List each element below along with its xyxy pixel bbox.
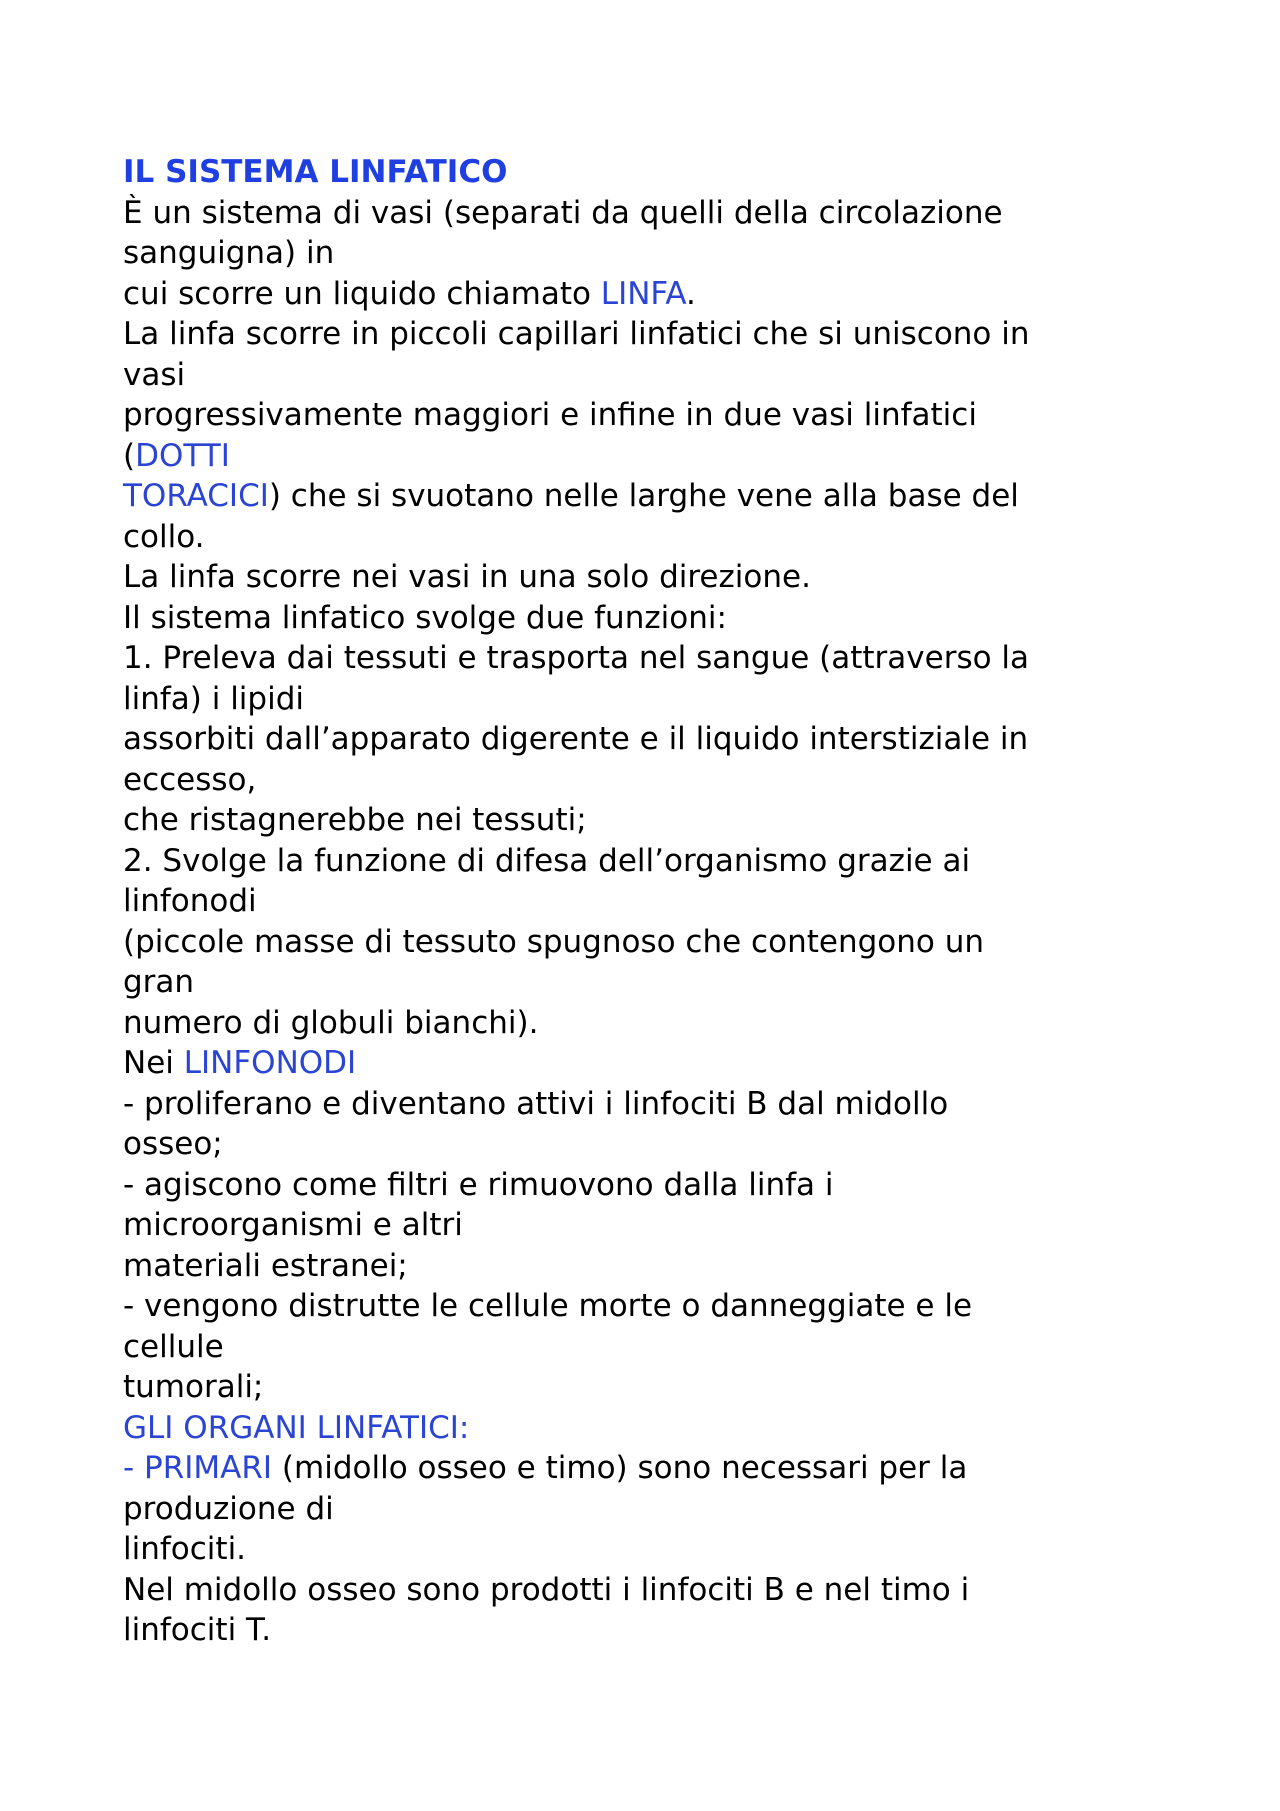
highlighted-term: GLI ORGANI LINFATICI:: [123, 1409, 470, 1446]
highlighted-term: LINFA: [600, 275, 687, 312]
text-segment: La linfa scorre nei vasi in una solo direzione.: [123, 559, 811, 595]
text-segment: .: [686, 275, 696, 312]
text-segment: - vengono distrutte le cellule morte o danneggiate e le: [123, 1288, 973, 1324]
text-line: [123, 1367, 1163, 1408]
text-segment: eccesso,: [123, 761, 257, 798]
text-segment: (midollo osseo e timo) sono necessari per la: [272, 1450, 968, 1486]
text-line: [123, 841, 1163, 882]
text-segment: vasi: [123, 356, 186, 393]
text-line: [123, 1124, 1163, 1165]
text-line: [123, 1448, 1163, 1489]
text-segment: Nei: [123, 1045, 184, 1081]
text-segment: tumorali;: [123, 1369, 264, 1405]
document-page: [123, 152, 1163, 1651]
text-segment: osseo;: [123, 1126, 223, 1162]
text-segment: - agiscono come filtri e rimuovono dalla linfa i: [123, 1166, 834, 1203]
document-title: IL SISTEMA LINFATICO: [123, 154, 508, 190]
text-line: [123, 193, 1163, 234]
highlighted-term: LINFONODI: [183, 1045, 357, 1081]
text-line: [123, 557, 1163, 598]
document-body: [123, 193, 1163, 1651]
highlighted-term: DOTTI: [135, 437, 230, 474]
text-segment: assorbiti dall’apparato digerente e il liquido interstiziale in: [123, 721, 1029, 757]
text-segment: numero di globuli bianchi).: [123, 1004, 539, 1041]
text-segment: microorganismi e altri: [123, 1207, 463, 1243]
text-line: [123, 1246, 1163, 1287]
text-line: [123, 800, 1163, 841]
text-segment: (: [123, 437, 136, 474]
text-segment: gran: [123, 964, 195, 1000]
text-line: [123, 1084, 1163, 1125]
text-segment: linfociti.: [123, 1531, 247, 1567]
text-line: [123, 1570, 1163, 1611]
highlighted-term: - PRIMARI: [123, 1450, 273, 1486]
text-segment: che ristagnerebbe nei tessuti;: [123, 802, 587, 838]
text-segment: cui scorre un liquido chiamato: [123, 275, 601, 312]
text-segment: ) che si svuotano nelle larghe vene alla base del: [268, 478, 1019, 514]
text-segment: (piccole masse di tessuto spugnoso che contengono un: [123, 923, 984, 960]
text-segment: materiali estranei;: [123, 1247, 408, 1284]
text-line: [123, 1408, 1163, 1449]
text-segment: cellule: [123, 1328, 224, 1365]
text-segment: Il sistema linfatico svolge due funzioni:: [123, 599, 727, 636]
text-line: [123, 1610, 1163, 1651]
text-line: [123, 1205, 1163, 1246]
text-line: [123, 638, 1163, 679]
text-line: [123, 517, 1163, 558]
text-line: [123, 1043, 1163, 1084]
text-segment: La linfa scorre in piccoli capillari linfatici che si uniscono in: [123, 316, 1030, 352]
highlighted-term: TORACICI: [123, 478, 269, 514]
text-line: [123, 436, 1163, 477]
text-line: [123, 598, 1163, 639]
text-line: [123, 760, 1163, 801]
text-segment: linfociti T.: [123, 1612, 272, 1648]
text-segment: È un sistema di vasi (separati da quelli della circolazione: [123, 194, 1003, 231]
text-segment: sanguigna) in: [123, 235, 335, 271]
text-line: [123, 962, 1163, 1003]
text-segment: 1. Preleva dai tessuti e trasporta nel sangue (attraverso la: [123, 640, 1030, 676]
text-segment: progressivamente maggiori e infine in due vasi linfatici: [123, 397, 977, 433]
text-segment: linfonodi: [123, 883, 257, 919]
text-line: [123, 1286, 1163, 1327]
text-line: [123, 314, 1163, 355]
text-line: [123, 719, 1163, 760]
text-line: [123, 395, 1163, 436]
text-line: [123, 355, 1163, 396]
text-segment: produzione di: [123, 1490, 334, 1527]
text-line: [123, 679, 1163, 720]
text-segment: linfa) i lipidi: [123, 680, 305, 717]
text-line: [123, 233, 1163, 274]
text-line: [123, 1327, 1163, 1368]
text-line: [123, 881, 1163, 922]
text-segment: collo.: [123, 518, 205, 555]
text-segment: 2. Svolge la funzione di difesa dell’organismo grazie ai: [123, 842, 971, 879]
text-line: [123, 274, 1163, 315]
text-line: [123, 476, 1163, 517]
text-line: [123, 1003, 1163, 1044]
text-line: [123, 1529, 1163, 1570]
text-line: [123, 1489, 1163, 1530]
text-line: [123, 922, 1163, 963]
text-segment: Nel midollo osseo sono prodotti i linfociti B e nel timo i: [123, 1571, 970, 1608]
text-line: [123, 1165, 1163, 1206]
text-segment: - proliferano e diventano attivi i linfociti B dal midollo: [123, 1085, 949, 1122]
